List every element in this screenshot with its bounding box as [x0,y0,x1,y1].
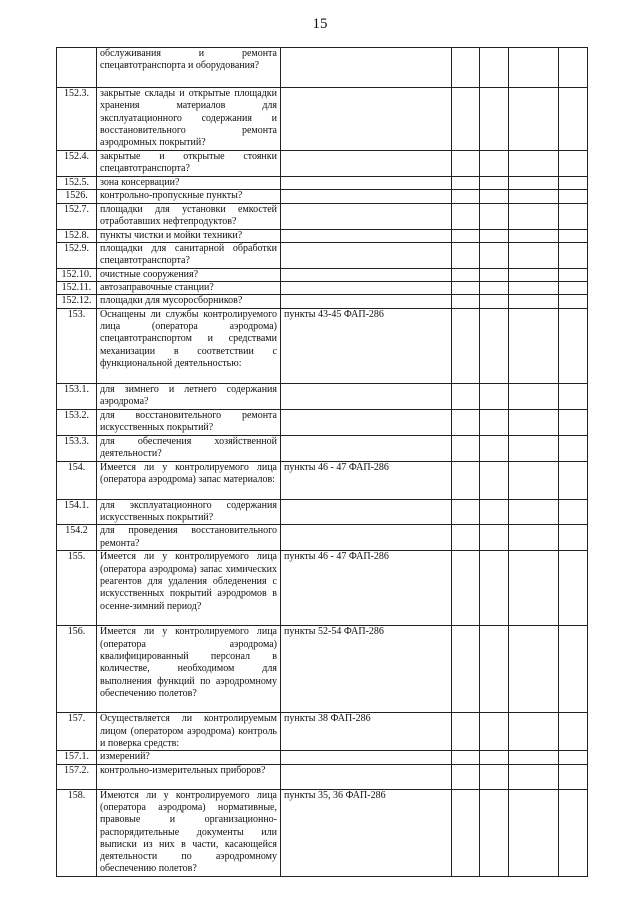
item-question: обслуживания и ремонта спецавтотранспорта и оборудования? [97,48,281,88]
answer-cell [452,764,480,789]
table-row [57,626,588,713]
item-reference: пункты 46 - 47 ФАП-286 [281,551,452,626]
answer-cell [509,295,559,308]
answer-cell [559,308,588,383]
table-row [57,713,588,751]
item-number: 1526. [57,190,97,203]
answer-cell [452,242,480,268]
item-number: 155. [57,551,97,626]
item-number: 153.3. [57,435,97,461]
item-question: для обеспечения хозяйственной деятельности? [97,435,281,461]
answer-cell [509,713,559,751]
answer-cell [452,461,480,499]
item-reference [281,177,452,190]
item-reference [281,203,452,229]
item-reference [281,525,452,551]
item-number: 157.1. [57,751,97,764]
table-row [57,295,588,308]
item-question: для восстановительного ремонта искусственных покрытий? [97,409,281,435]
answer-cell [559,713,588,751]
answer-cell [452,282,480,295]
item-reference: пункты 38 ФАП-286 [281,713,452,751]
answer-cell [509,242,559,268]
item-reference: пункты 35, 36 ФАП-286 [281,789,452,876]
answer-cell [452,525,480,551]
answer-cell [509,308,559,383]
answer-cell [559,151,588,177]
answer-cell [559,48,588,88]
answer-cell [509,435,559,461]
table-row [57,48,588,88]
item-number: 153. [57,308,97,383]
table-row [57,88,588,151]
item-question: пункты чистки и мойки техники? [97,229,281,242]
answer-cell [559,789,588,876]
item-number [57,48,97,88]
answer-cell [452,789,480,876]
answer-cell [452,177,480,190]
answer-cell [480,764,509,789]
item-number: 153.2. [57,409,97,435]
answer-cell [559,295,588,308]
item-question: измерений? [97,751,281,764]
answer-cell [480,551,509,626]
item-number: 152.5. [57,177,97,190]
answer-cell [509,789,559,876]
answer-cell [509,177,559,190]
table-row [57,789,588,876]
answer-cell [480,435,509,461]
answer-cell [559,282,588,295]
item-question: площадки для мусоросборников? [97,295,281,308]
answer-cell [480,789,509,876]
item-question: Имеются ли у контролируемого лица (оператора аэродрома) нормативные, правовые и организационно-распорядительные документы или выписки из них в части, касающейся деятельности по аэродромному обеспечению полетов? [97,789,281,876]
item-number: 157.2. [57,764,97,789]
item-number: 154.1. [57,499,97,525]
table-row [57,242,588,268]
answer-cell [559,268,588,281]
item-number: 152.7. [57,203,97,229]
answer-cell [452,409,480,435]
answer-cell [559,461,588,499]
answer-cell [509,383,559,409]
answer-cell [452,713,480,751]
item-question: Осуществляется ли контролируемым лицом (оператором аэродрома) контроль и поверка средств: [97,713,281,751]
item-reference [281,295,452,308]
item-number: 152.4. [57,151,97,177]
answer-cell [559,242,588,268]
answer-cell [452,435,480,461]
item-number: 154. [57,461,97,499]
checklist-table [56,47,588,877]
item-number: 154.2 [57,525,97,551]
table-row [57,268,588,281]
answer-cell [509,751,559,764]
answer-cell [452,88,480,151]
item-question: для эксплуатационного содержания искусственных покрытий? [97,499,281,525]
answer-cell [509,151,559,177]
answer-cell [452,190,480,203]
answer-cell [452,551,480,626]
answer-cell [559,203,588,229]
answer-cell [480,308,509,383]
item-question: закрытые склады и открытые площадки хранения материалов для эксплуатационного содержания и восстановительного ремонта аэродромных покрытий? [97,88,281,151]
answer-cell [509,499,559,525]
item-reference [281,383,452,409]
answer-cell [559,177,588,190]
table-row [57,203,588,229]
answer-cell [480,383,509,409]
item-reference [281,751,452,764]
item-question: контрольно-пропускные пункты? [97,190,281,203]
answer-cell [509,409,559,435]
answer-cell [452,151,480,177]
answer-cell [452,203,480,229]
answer-cell [509,282,559,295]
table-row [57,461,588,499]
item-reference [281,242,452,268]
answer-cell [452,308,480,383]
item-question: площадки для установки емкостей отработавших нефтепродуктов? [97,203,281,229]
table-row [57,282,588,295]
table-row [57,308,588,383]
item-question: Имеется ли у контролируемого лица (оператора аэродрома) квалифицированный персонал в количестве, необходимом для выполнения функций по аэродромному обеспечению полетов? [97,626,281,713]
answer-cell [452,229,480,242]
table-row [57,177,588,190]
item-number: 158. [57,789,97,876]
answer-cell [559,383,588,409]
answer-cell [452,295,480,308]
item-question: площадки для санитарной обработки спецавтотранспорта? [97,242,281,268]
answer-cell [452,499,480,525]
item-question: для проведения восстановительного ремонта? [97,525,281,551]
page-number: 15 [312,16,328,32]
item-question: зона консервации? [97,177,281,190]
item-number: 152.11. [57,282,97,295]
item-reference [281,435,452,461]
answer-cell [559,229,588,242]
answer-cell [480,713,509,751]
answer-cell [509,551,559,626]
item-reference [281,409,452,435]
answer-cell [480,229,509,242]
item-question: для зимнего и летнего содержания аэродрома? [97,383,281,409]
item-question: закрытые и открытые стоянки спецавтотранспорта? [97,151,281,177]
item-reference: пункты 46 - 47 ФАП-286 [281,461,452,499]
item-reference [281,229,452,242]
table-row [57,383,588,409]
answer-cell [480,499,509,525]
item-number: 152.12. [57,295,97,308]
item-number: 152.8. [57,229,97,242]
item-question: очистные сооружения? [97,268,281,281]
item-reference [281,88,452,151]
table-row [57,499,588,525]
answer-cell [480,190,509,203]
answer-cell [480,626,509,713]
item-number: 157. [57,713,97,751]
answer-cell [559,764,588,789]
item-reference: пункты 52-54 ФАП-286 [281,626,452,713]
answer-cell [509,626,559,713]
table-row [57,551,588,626]
answer-cell [480,525,509,551]
answer-cell [559,409,588,435]
table-row [57,751,588,764]
item-question: Оснащены ли службы контролируемого лица (оператора аэродрома) спецавтотранспортом и средствами механизации в соответствии с функциональной деятельностью: [97,308,281,383]
answer-cell [452,383,480,409]
answer-cell [559,551,588,626]
answer-cell [509,764,559,789]
answer-cell [559,435,588,461]
answer-cell [559,190,588,203]
item-reference [281,190,452,203]
answer-cell [480,461,509,499]
item-number: 152.10. [57,268,97,281]
item-reference [281,151,452,177]
answer-cell [509,203,559,229]
item-number: 152.3. [57,88,97,151]
answer-cell [452,751,480,764]
answer-cell [480,48,509,88]
item-number: 152.9. [57,242,97,268]
answer-cell [509,190,559,203]
answer-cell [480,295,509,308]
table-row [57,151,588,177]
item-question: Имеется ли у контролируемого лица (оператора аэродрома) запас химических реагентов для удаления обледенения с искусственных покрытий аэродромов в осенне-зимний период? [97,551,281,626]
answer-cell [480,203,509,229]
table-row [57,435,588,461]
item-question: контрольно-измерительных приборов? [97,764,281,789]
answer-cell [480,409,509,435]
answer-cell [480,282,509,295]
answer-cell [509,88,559,151]
answer-cell [559,499,588,525]
answer-cell [480,242,509,268]
answer-cell [509,268,559,281]
item-reference: пункты 43-45 ФАП-286 [281,308,452,383]
answer-cell [559,88,588,151]
answer-cell [559,751,588,764]
table-row [57,764,588,789]
item-reference [281,48,452,88]
answer-cell [509,229,559,242]
answer-cell [509,48,559,88]
table-row [57,190,588,203]
answer-cell [452,626,480,713]
answer-cell [480,88,509,151]
table-row [57,409,588,435]
answer-cell [509,525,559,551]
item-reference [281,764,452,789]
answer-cell [480,177,509,190]
item-number: 156. [57,626,97,713]
table-row [57,229,588,242]
answer-cell [452,48,480,88]
answer-cell [452,268,480,281]
answer-cell [480,751,509,764]
item-number: 153.1. [57,383,97,409]
answer-cell [509,461,559,499]
item-reference [281,282,452,295]
answer-cell [480,268,509,281]
item-reference [281,268,452,281]
answer-cell [559,525,588,551]
item-question: автозаправочные станции? [97,282,281,295]
table-row [57,525,588,551]
item-reference [281,499,452,525]
item-question: Имеется ли у контролируемого лица (оператора аэродрома) запас материалов: [97,461,281,499]
answer-cell [480,151,509,177]
answer-cell [559,626,588,713]
